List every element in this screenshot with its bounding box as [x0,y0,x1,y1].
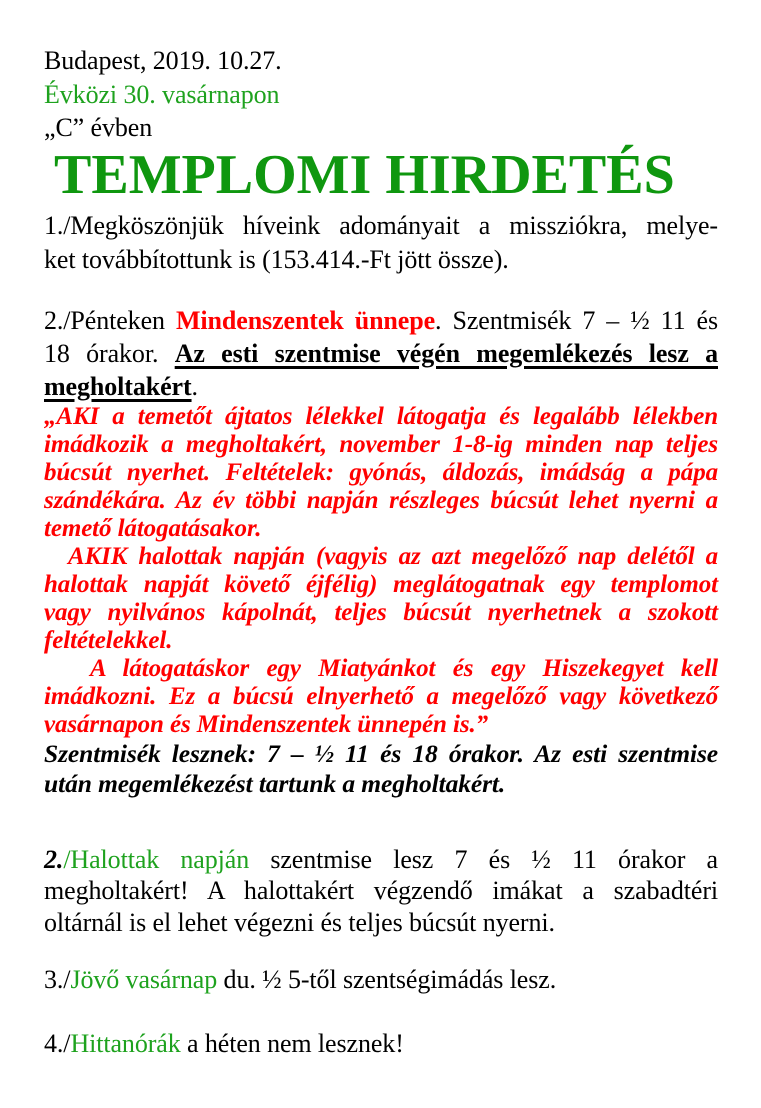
item-2 [44,304,718,403]
text-run: „C” évben [44,113,153,142]
text-line [44,655,718,683]
text-line [44,403,718,431]
text-line [44,431,718,459]
text-line [44,243,718,277]
text-run: Budapest, 2019. 10.27. [44,46,282,75]
text-run: „AKI a temetőt ájtatos lélekkel látogatja és legalább lélekben [44,402,718,430]
text-line [44,599,718,627]
text-line [44,487,718,515]
text-run: 3./ [44,965,71,994]
text-line [44,543,718,571]
text-run: oltárnál is el lehet végezni és teljes búcsút nyerni. [44,907,555,937]
text-line [44,963,718,996]
text-line [44,769,718,799]
page-title [44,143,718,206]
text-line [44,209,718,243]
text-run: du. ½ 5-től szentségimádás lesz. [217,965,557,994]
text-run: . [191,371,198,401]
main-title [44,143,718,206]
text-run: Szentmisék lesznek: 7 – ½ 11 és 18 órakor. Az esti szentmise [44,738,718,768]
liturgical-day [44,78,718,112]
text-run: 1./Megköszönjük híveink adományait a missziókra, melye- [44,210,718,240]
text-line [44,370,718,403]
text-line [44,459,718,487]
text-run: után megemlékezést tartunk a megholtakért. [44,768,506,798]
text-run: AKIK halottak napján (vagyis az azt megelőző nap delétől a [68,542,718,570]
item-4 [44,1027,718,1060]
indulgence-quote [44,403,718,739]
item-3 [44,963,718,996]
text-line [44,907,718,939]
text-run: vasárnapon és Mindenszentek ünnepén is.” [44,710,488,738]
text-run: A látogatáskor egy Miatyánkot és egy Hiszekegyet kell [90,654,718,682]
text-line [44,1027,718,1060]
text-run: 2./Pénteken [44,305,176,335]
item-2b [44,844,718,939]
text-run: feltételekkel. [44,626,173,654]
text-run: TEMPLOMI HIRDETÉS [54,143,675,206]
text-line [44,515,718,543]
text-run: halottak napját követő éjfélig) meglátogatnak egy templomot [44,570,718,598]
dateline-group [44,44,718,145]
mass-schedule [44,739,718,799]
text-run: 4./ [44,1029,71,1058]
text-line [44,571,718,599]
text-run: 18 órakor. [44,338,175,368]
item-1 [44,209,718,277]
text-run: Az esti szentmise végén megemlékezés lesz a [174,338,718,368]
text-line [44,875,718,907]
text-line [44,337,718,370]
text-run: imádkozik a megholtakért, november 1-8-ig minden nap teljes [44,430,718,458]
text-run: . Szentmisék 7 – ½ 11 és [435,305,719,335]
text-run: Hittanórák [70,1029,181,1058]
text-run: Jövő vasárnap [70,965,218,994]
text-line [44,844,718,876]
text-run: megholtakért [44,371,192,401]
document-body [44,44,718,1060]
text-line [44,711,718,739]
text-run: imádkozni. Ez a búcsú elnyerhető a megelőző vagy következő [44,682,718,710]
text-run: temető látogatásakor. [44,514,262,542]
text-run: /Halottak napján [63,844,250,874]
text-line [44,683,718,711]
text-line [44,304,718,337]
text-run: 2. [44,844,64,874]
text-run: Évközi 30. vasárnapon [44,79,280,109]
text-run: a héten nem lesznek! [180,1029,404,1058]
text-line [44,627,718,655]
text-run: ket továbbítottunk is (153.414.-Ft jött össze). [44,244,509,274]
year-cycle [44,111,718,145]
text-line [44,739,718,769]
dateline [44,44,718,78]
text-run: Mindenszentek ünnepe [175,305,436,335]
text-run: szándékára. Az év többi napján részleges búcsút lehet nyerni a [44,486,718,514]
text-run: megholtakért! A halottakért végzendő imákat a szabadtéri [44,876,718,905]
text-run: búcsút nyerhet. Feltételek: gyónás, áldozás, imádság a pápa [44,458,718,486]
text-run: vagy nyilvános kápolnát, teljes búcsút nyerhetnek a szokott [44,598,718,626]
text-run: szentmise lesz 7 és ½ 11 órakor a [249,844,718,874]
